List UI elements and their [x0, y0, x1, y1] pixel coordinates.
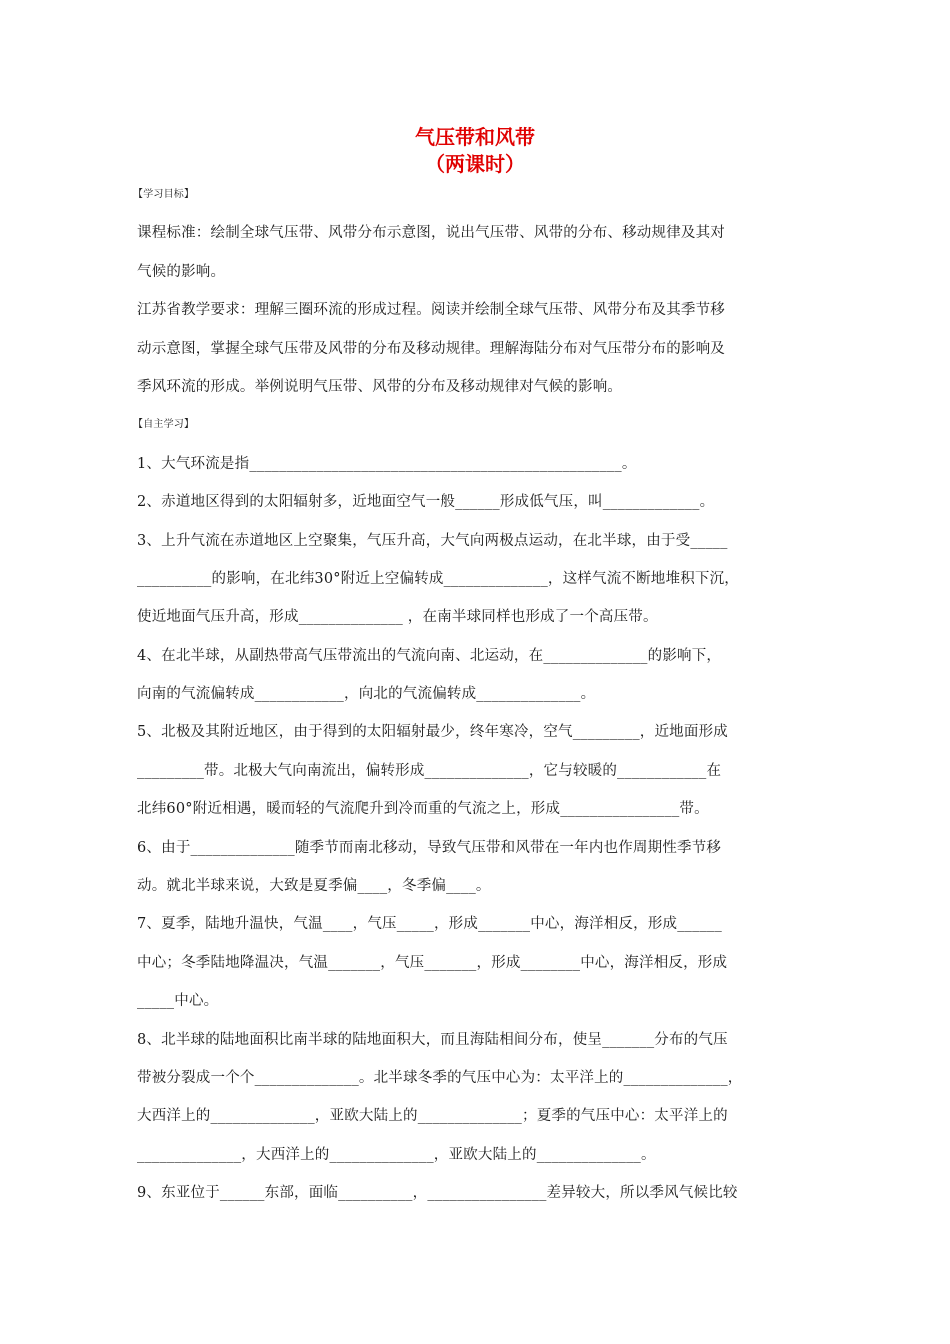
question-line: 2、赤道地区得到的太阳辐射多，近地面空气一般______形成低气压，叫_____________。	[137, 494, 715, 511]
question-line: 4、在北半球，从副热带高气压带流出的气流向南、北运动，在______________的影响下，	[137, 647, 722, 664]
section-heading-objectives: 【学习目标】	[133, 189, 195, 200]
question-line: _________带。北极大气向南流出，偏转形成______________，它与较暖的____________在	[137, 762, 722, 779]
text-line: 课程标准：绘制全球气压带、风带分布示意图，说出气压带、风带的分布、移动规律及其对	[137, 225, 725, 242]
text-line: 季风环流的形成。举例说明气压带、风带的分布及移动规律对气候的影响。	[137, 378, 623, 395]
document-title: 气压带和风带	[415, 125, 535, 149]
text-line: 气候的影响。	[137, 263, 226, 280]
question-line: 3、上升气流在赤道地区上空聚集，气压升高，大气向两极点运动，在北半球，由于受_____	[137, 532, 728, 549]
question-line: _____中心。	[137, 993, 219, 1010]
question-line: 8、北半球的陆地面积比南半球的陆地面积大，而且海陆相间分布，使呈_______分布的气压	[137, 1031, 728, 1048]
question-line: 6、由于______________随季节而南北移动，导致气压带和风带在一年内也作周期性季节移	[137, 839, 722, 856]
question-line: 向南的气流偏转成____________，向北的气流偏转成______________。	[137, 686, 596, 703]
question-line: 9、东亚位于______东部，面临__________，________________差异较大，所以季风气候比较	[137, 1185, 738, 1202]
text-line: 动示意图，掌握全球气压带及风带的分布及移动规律。理解海陆分布对气压带分布的影响及	[137, 340, 725, 357]
question-line: 动。就北半球来说，大致是夏季偏____，冬季偏____。	[137, 878, 491, 895]
question-line: __________的影响，在北纬30°附近上空偏转成______________，这样气流不断地堆积下沉，	[137, 570, 739, 587]
question-line: 中心；冬季陆地降温决，气温_______，气压_______，形成________中心，海洋相反，形成	[137, 954, 728, 971]
section-heading-self-study: 【自主学习】	[133, 419, 195, 431]
question-line: 北纬60°附近相遇，暖而轻的气流爬升到冷而重的气流之上，形成________________带。	[137, 801, 709, 818]
title-block	[0, 124, 950, 178]
question-line: 1、大气环流是指__________________________________________________。	[137, 455, 637, 472]
question-line: 使近地面气压升高，形成______________ ，在南半球同样也形成了一个高压带。	[137, 609, 658, 626]
question-line: 7、夏季，陆地升温快，气温____，气压_____，形成_______中心，海洋相反，形成______	[137, 916, 722, 933]
text-line: 江苏省教学要求：理解三圈环流的形成过程。阅读并绘制全球气压带、风带分布及其季节移	[137, 302, 725, 319]
question-line: 带被分裂成一个个______________。北半球冬季的气压中心为：太平洋上的______________，	[137, 1069, 743, 1086]
question-line: 5、北极及其附近地区，由于得到的太阳辐射最少，终年寒冷，空气_________，近地面形成	[137, 724, 728, 741]
document-body	[133, 176, 817, 1213]
question-line: ______________，大西洋上的______________，亚欧大陆上的______________。	[137, 1146, 656, 1163]
question-line: 大西洋上的______________，亚欧大陆上的______________；夏季的气压中心：太平洋上的	[137, 1108, 728, 1125]
document-subtitle: （两课时）	[425, 152, 525, 176]
